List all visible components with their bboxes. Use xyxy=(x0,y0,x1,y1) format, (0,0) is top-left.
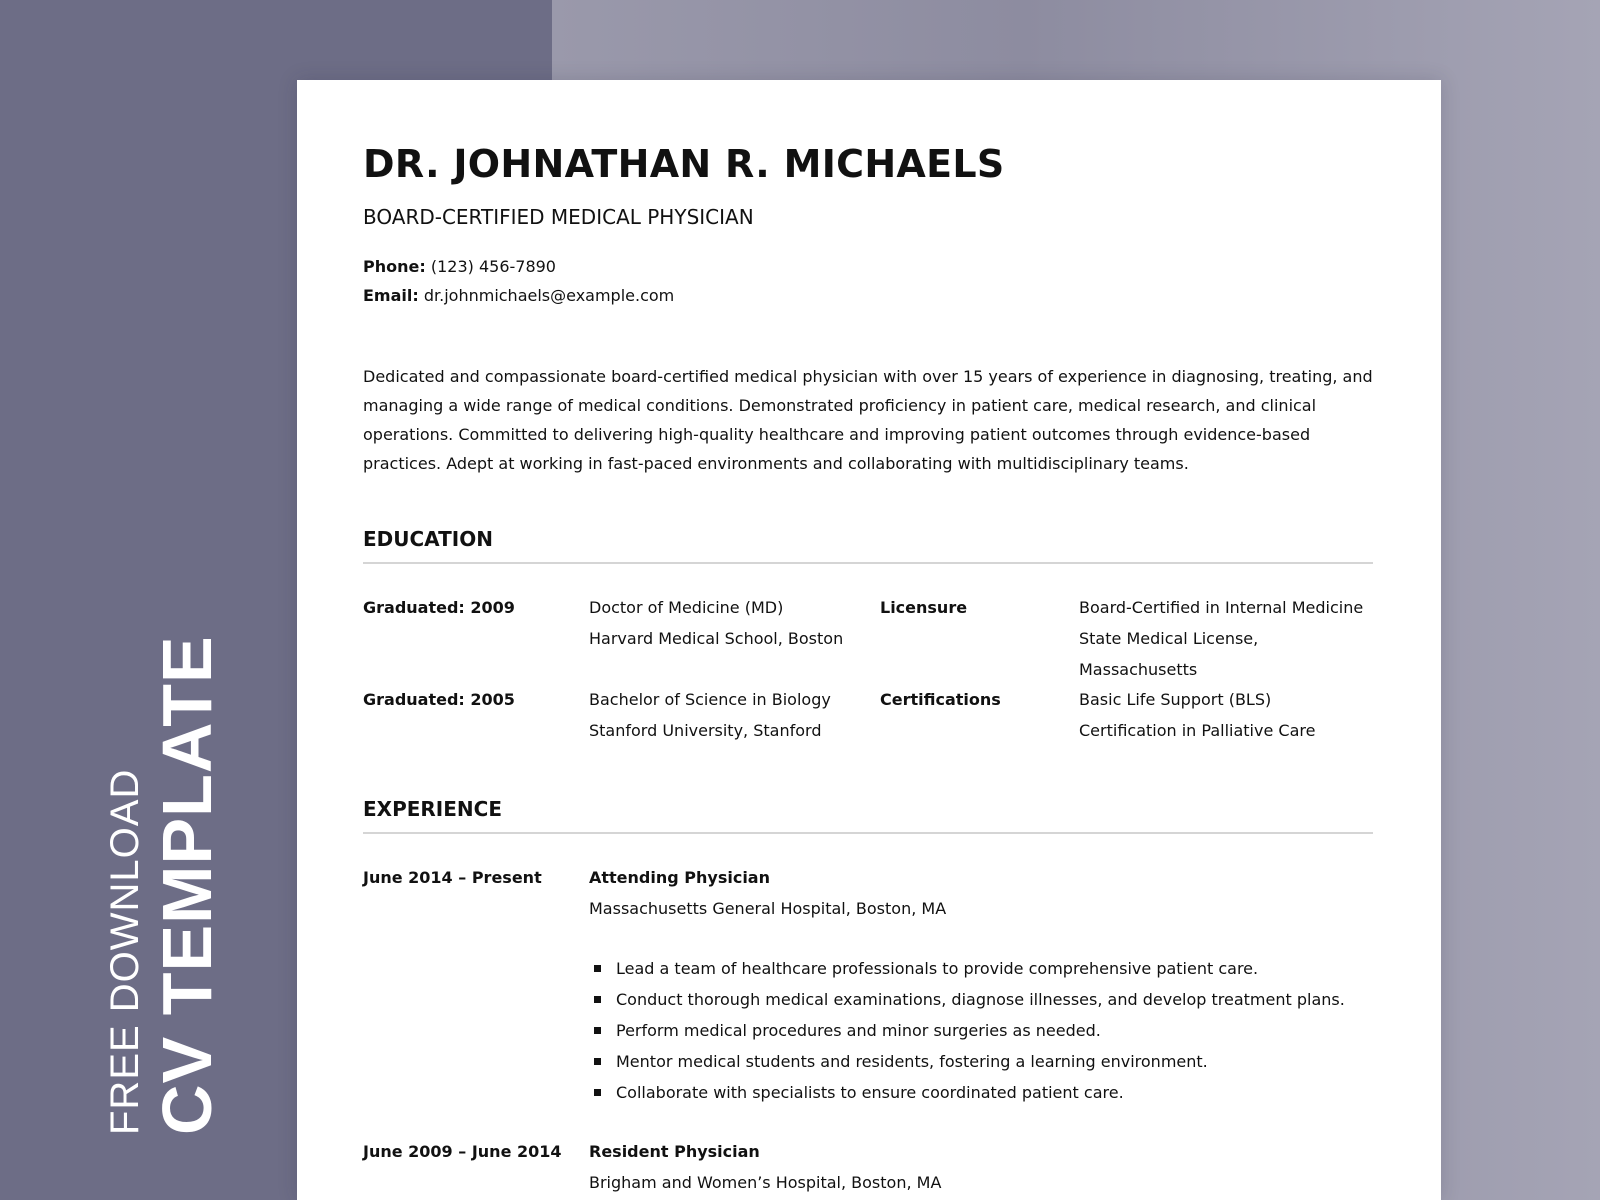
licensure-block xyxy=(1079,592,1373,685)
experience-section xyxy=(363,796,1373,1198)
email-value: dr.johnmichaels@example.com xyxy=(423,286,675,305)
responsibility-item: Mentor medical students and residents, fostering a learning environment. xyxy=(589,1046,1373,1077)
education-grid xyxy=(363,592,1373,778)
job-entry xyxy=(363,1136,1373,1198)
certifications-block xyxy=(1079,684,1315,746)
job-body xyxy=(589,862,1373,1108)
education-degree-block xyxy=(589,684,831,746)
education-section xyxy=(363,526,1373,778)
resume-page xyxy=(297,80,1441,1200)
job-place: Brigham and Women’s Hospital, Boston, MA xyxy=(589,1173,942,1192)
education-date: Graduated: 2005 xyxy=(363,690,515,709)
education-school: Stanford University, Stanford xyxy=(589,721,822,740)
responsibility-item: Lead a team of healthcare professionals to provide comprehensive patient care. xyxy=(589,953,1373,984)
phone-label: Phone: xyxy=(363,257,426,276)
education-degree-block xyxy=(589,592,843,654)
responsibility-item: Collaborate with specialists to ensure coordinated patient care. xyxy=(589,1077,1373,1108)
banner-cv-template: CV TEMPLATE xyxy=(148,635,226,1135)
job-place: Massachusetts General Hospital, Boston, MA xyxy=(589,899,947,918)
job-entry xyxy=(363,862,1373,1108)
education-degree: Doctor of Medicine (MD) xyxy=(589,598,784,617)
job-role: Resident Physician xyxy=(589,1142,760,1161)
certification-item: Certification in Palliative Care xyxy=(1079,721,1316,740)
responsibility-item: Conduct thorough medical examinations, diagnose illnesses, and develop treatment plans. xyxy=(589,984,1373,1015)
job-role: Attending Physician xyxy=(589,868,770,887)
resume-name: DR. JOHNATHAN R. MICHAELS xyxy=(363,142,1005,186)
professional-summary: Dedicated and compassionate board-certified medical physician with over 15 years of experience in diagnosing, treating, and managing a wide range of medical conditions. Demonstrated proficiency in patient care, medical research, and clinical operations. Committed to delivering high-quality healthcare and improving patient outcomes through evidence-based practices. Adept at working in fast-paced environments and collaborating with multidisciplinary teams. xyxy=(363,367,1373,473)
experience-heading: EXPERIENCE xyxy=(363,796,1373,834)
job-dates: June 2014 – Present xyxy=(363,868,542,887)
licensure-label: Licensure xyxy=(880,598,968,617)
education-row xyxy=(363,592,1373,679)
contact-email xyxy=(363,281,1373,310)
licensure-item: Board-Certified in Internal Medicine xyxy=(1079,598,1364,617)
education-row xyxy=(363,684,1373,746)
certification-item: Basic Life Support (BLS) xyxy=(1079,690,1272,709)
contact-block xyxy=(363,252,1373,310)
banner-free-download: FREE DOWNLOAD xyxy=(103,768,147,1135)
resume-content xyxy=(363,140,1373,1198)
job-body xyxy=(589,1136,1373,1198)
email-label: Email: xyxy=(363,286,419,305)
education-degree: Bachelor of Science in Biology xyxy=(589,690,831,709)
job-dates: June 2009 – June 2014 xyxy=(363,1142,562,1161)
education-school: Harvard Medical School, Boston xyxy=(589,629,844,648)
education-date: Graduated: 2009 xyxy=(363,598,515,617)
certifications-label: Certifications xyxy=(880,690,1001,709)
phone-value: (123) 456-7890 xyxy=(430,257,556,276)
responsibility-item: Perform medical procedures and minor surgeries as needed. xyxy=(589,1015,1373,1046)
licensure-item: State Medical License, Massachusetts xyxy=(1079,629,1259,679)
education-heading: EDUCATION xyxy=(363,526,1373,564)
contact-phone xyxy=(363,252,1373,281)
job-responsibilities xyxy=(589,953,1373,1108)
promo-banner xyxy=(100,635,250,1135)
resume-title: BOARD-CERTIFIED MEDICAL PHYSICIAN xyxy=(363,205,754,229)
